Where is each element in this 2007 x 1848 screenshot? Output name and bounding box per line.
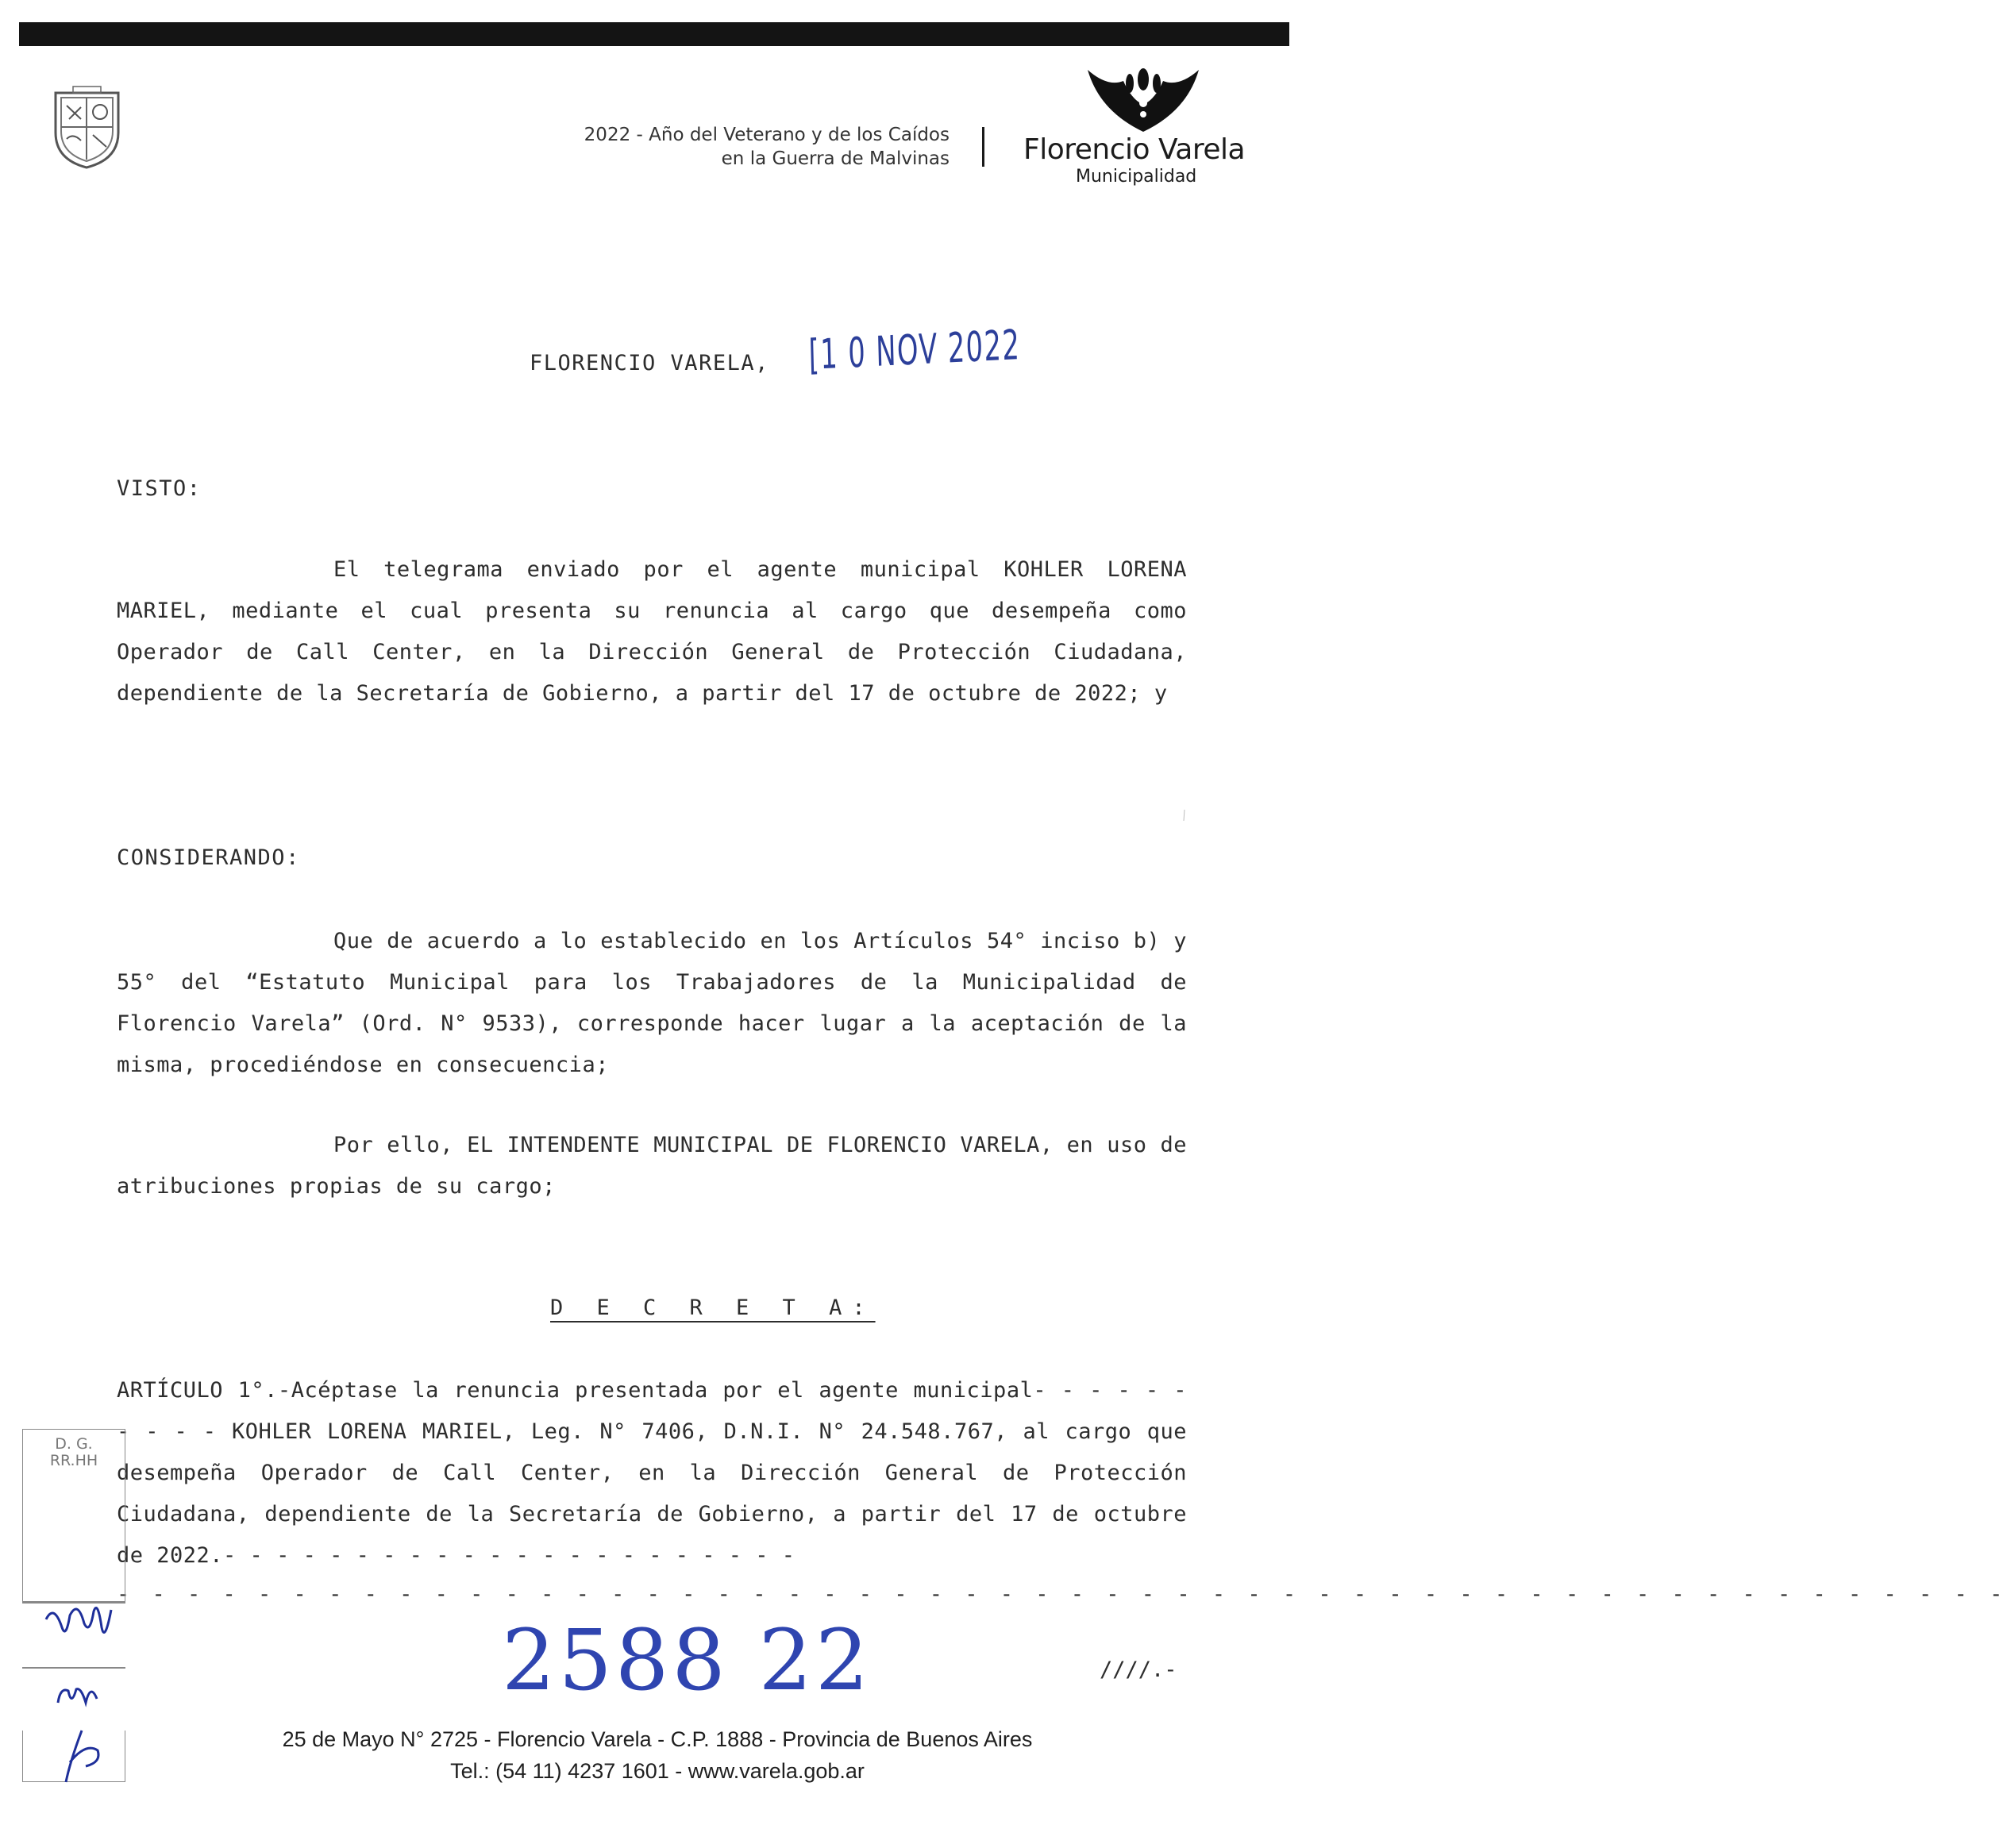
date-stamp: [1 0 NOV 2022	[808, 321, 1021, 379]
considerando-heading: CONSIDERANDO:	[117, 845, 300, 870]
municipality-logo-icon	[1084, 64, 1203, 135]
visto-paragraph: El telegrama enviado por el agente municipal KOHLER LORENA MARIEL, mediante el cual presenta su renuncia al cargo que desempeña como Operador de Call Center, en la Dirección General de Protección Ciudadana, dependiente de la Secretaría de Gobierno, a partir del 17 de octubre de 2022; y	[117, 557, 1187, 706]
decree-number-stamp: 2588 22	[502, 1611, 873, 1709]
motto-line-1: 2022 - Año del Veterano y de los Caídos	[584, 125, 950, 145]
considerando-paragraph-1: Que de acuerdo a lo establecido en los Artículos 54° inciso b) y 55° del “Estatuto Municipal para los Trabajadores de la Municipalidad de Florencio Varela” (Ord. N° 9533), corresponde hacer lugar a la aceptación de la misma, procediéndose en consecuencia;	[117, 929, 1187, 1077]
filler-dash-line: - - - - - - - - - - - - - - - - - - - - - - - - - - - - - - - - - - - - - - - - - - - - - - - - - - - - - -	[117, 1582, 2007, 1607]
scan-speck	[1183, 810, 1186, 821]
rrhh-stamp-line-1: D. G.	[55, 1435, 93, 1453]
articulo-1: ARTÍCULO 1°.-Acéptase la renuncia presentada por el agente municipal- - - - - - - - - - KOHLER LORENA MARIEL, Leg. N° 7406, D.N.I. N° 24.548.767, al cargo que desempeña Operador de Call Center, en la Dirección General de Protección Ciudadana, dependiente de la Secretaría de Gobierno, a partir del 17 de octubre de 2022.- - - - - - - - - - - - - - - - - - - - - -	[117, 1378, 1187, 1568]
considerando-paragraph-2: Por ello, EL INTENDENTE MUNICIPAL DE FLORENCIO VARELA, en uso de atribuciones propias de su cargo;	[117, 1133, 1187, 1199]
header-divider	[982, 127, 984, 167]
visto-heading: VISTO:	[117, 476, 202, 501]
footer-address: 25 de Mayo N° 2725 - Florencio Varela - C.P. 1888 - Provincia de Buenos Aires	[282, 1727, 1033, 1751]
brand-subtitle: Municipalidad	[1076, 167, 1197, 187]
brand-name: Florencio Varela	[1023, 133, 1246, 166]
coat-of-arms-seal	[49, 83, 125, 171]
dateline-place: FLORENCIO VARELA,	[530, 351, 769, 375]
footer-contact: Tel.: (54 11) 4237 1601 - www.varela.gob.ar	[450, 1759, 865, 1783]
rrhh-stamp-line-2: RR.HH	[49, 1452, 98, 1469]
continuation-mark: ////.-	[1100, 1657, 1177, 1682]
motto-line-2: en la Guerra de Malvinas	[721, 148, 950, 169]
decreta-heading: D E C R E T A:	[550, 1296, 876, 1320]
year-motto	[553, 123, 950, 171]
scan-top-bar	[19, 22, 1289, 46]
